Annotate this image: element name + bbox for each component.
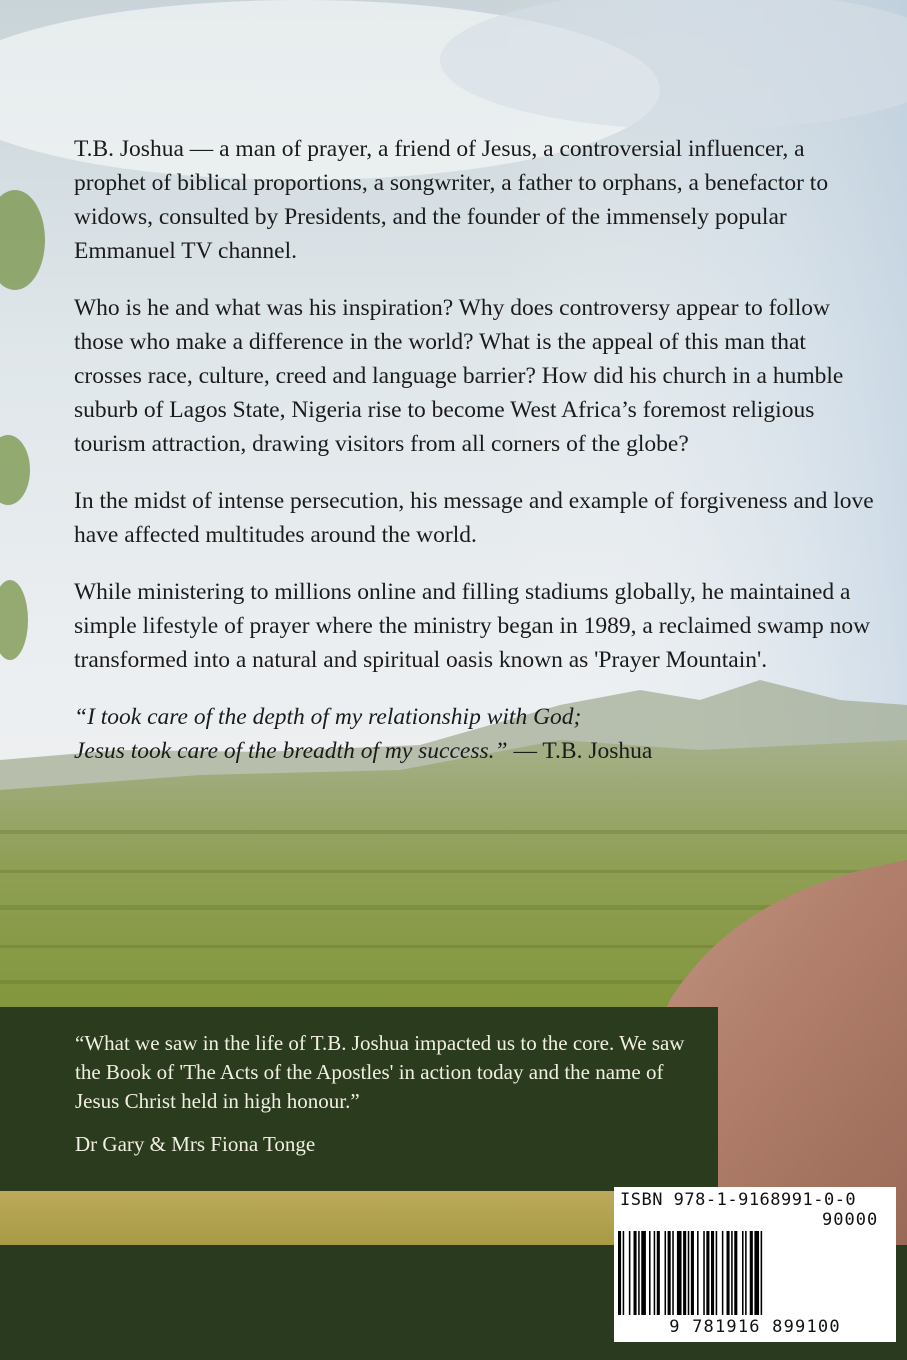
isbn-number: ISBN 978-1-9168991-0-0 [620,1190,857,1210]
barcode-bar [706,1231,709,1315]
barcode-bar [618,1231,621,1315]
barcode-bar [703,1231,705,1315]
back-cover-blurb [74,132,874,791]
endorsement-text: “What we saw in the life of T.B. Joshua impacted us to the core. We saw the Book of 'The Acts of the Apostles' in action today and the name of Jesus Christ held in high honour.” [75,1031,685,1113]
barcode-bar [722,1231,724,1315]
barcode-bar [657,1231,660,1315]
barcode-bars [618,1231,892,1317]
barcode-bar [711,1231,714,1315]
barcode-bar [727,1231,730,1315]
barcode-bar [638,1231,640,1315]
price-code: 90000 [822,1210,879,1230]
quote-author: — T.B. Joshua [507,738,653,764]
endorsement-author: Dr Gary & Mrs Fiona Tonge [75,1132,316,1156]
barcode-bar [731,1231,733,1315]
blurb-paragraph-1: T.B. Joshua — a man of prayer, a friend of Jesus, a controversial influencer, a prophet of biblical proportions, a songwriter, a father to orphans, a benefactor to widows, consulted by Presidents, and the founder of the immensely popular Emmanuel TV channel. [74,136,829,264]
barcode-bar [688,1231,690,1315]
barcode-bar [665,1231,667,1315]
barcode-bar [649,1231,651,1315]
isbn-barcode [614,1187,896,1342]
barcode-bar [641,1231,646,1315]
barcode-bar [691,1231,694,1315]
barcode-bar [697,1231,699,1315]
blurb-paragraph-2: Who is he and what was his inspiration? Why does controversy appear to follow those who make a difference in the world? What is the appeal of this man that crosses race, culture, creed and language barrier? How did his church in a humble suburb of Lagos State, Nigeria rise to become West Africa’s foremost religious tourism attraction, drawing visitors from all corners of the globe? [74,295,844,457]
barcode-bar [634,1231,637,1315]
blurb-paragraph-3: In the midst of intense persecution, his message and example of forgiveness and love have affected multitudes around the world. [74,488,874,548]
barcode-bar [750,1231,753,1315]
barcode-bar [683,1231,686,1315]
barcode-bar [745,1231,747,1315]
quote-line-1: “I took care of the depth of my relationship with God; [74,704,582,730]
barcode-bar [754,1231,759,1315]
author-quote [74,700,874,768]
barcode-bar [654,1231,656,1315]
barcode-bar [668,1231,671,1315]
barcode-bar [761,1231,763,1315]
barcode-bar [742,1231,744,1315]
barcode-bar [716,1231,718,1315]
barcode-bar [734,1231,737,1315]
quote-line-2: Jesus took care of the breadth of my success.” [74,738,508,764]
barcode-bar [629,1231,631,1315]
blurb-paragraph-4: While ministering to millions online and filling stadiums globally, he maintained a simple lifestyle of prayer where the ministry began in 1989, a reclaimed swamp now transformed into a natural and spiritual oasis known as 'Prayer Mountain'. [74,579,871,673]
ean-number: 9 781916 899100 [669,1317,841,1337]
barcode-bar [623,1231,625,1315]
barcode-bar [677,1231,682,1315]
barcode-bar [672,1231,674,1315]
endorsement-panel [0,1007,718,1191]
